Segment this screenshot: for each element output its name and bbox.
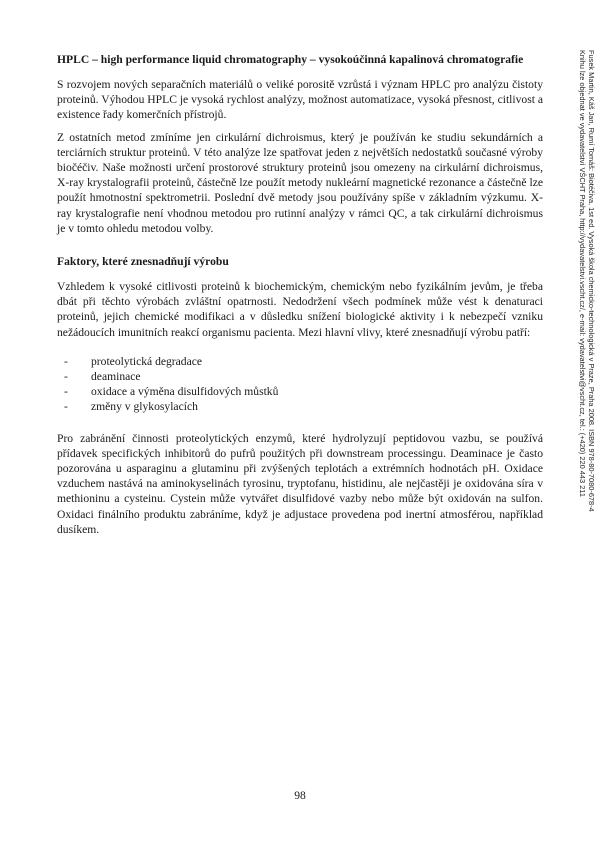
side-citation-note <box>578 50 596 590</box>
list-item-text: deaminace <box>91 370 141 384</box>
paragraph-closing: Pro zabránění činnosti proteolytických enzymů, které hydrolyzují peptidovou vazbu, se používá přídavek specifických inhibitorů do pufrů použitých při downstream processingu. Deaminace je často pozorována u asparaginu a glutaminu při zvýšených teplotách a extrémních hodnotách pH. Oxidace vzduchem nastává na aminokyselinách tyrosinu, tryptofanu, histidinu, ale nejčastěji je oxidována síra v methioninu a cysteinu. Cystein může vytvářet disulfidové vazby nebo může být oxidován na sulfon. Oxidaci finálního produktu zabráníme, když je adjustace provedena pod inertní atmosférou, například dusíkem. <box>57 431 543 536</box>
list-item <box>57 369 543 384</box>
list-marker: - <box>64 400 68 414</box>
list-item-text: proteolytická degradace <box>91 354 203 368</box>
list-marker: - <box>64 354 68 368</box>
section-heading-hplc: HPLC – high performance liquid chromatography – vysokoúčinná kapalinová chromatografie <box>57 53 524 66</box>
page-content <box>57 52 543 544</box>
paragraph-other-methods: Z ostatních metod zmíníme jen cirkulární dichroismus, který je používán ke studiu sekundárních a terciárních struktur proteinů. V této analýze lze spatřovat jeden z největších nedostatků současné výroby biočéčiv. Naše možnosti určení prostorové struktury proteinů jsou omezeny na cirkulární dichroismus, X-ray krystalografii proteinů, částečně lze použít metody nukleární magnetické rezonance a částečně lze použít hmotnostní spektrometrii. Poslední dvě metody jsou používány spíše v základním výzkumu. X-ray krystalografie není vhodnou metodou pro rutinní analýzy v rámci QC, a tak cirkulární dichroismus je v tomto ohledu metodou volby. <box>57 130 543 235</box>
list-item <box>57 384 543 399</box>
list-marker: - <box>64 385 68 399</box>
paragraph-factors-intro: Vzhledem k vysoké citlivosti proteinů k biochemickým, chemickým nebo fyzikálním jevům, je třeba dbát při těchto výrobách zvláštní opatrnosti. Nedodržení všech podmínek může vést k denaturaci proteinů, jejich chemické modifikaci a v důsledku snížení biologické aktivity i k nebezpečí vzniku nežádoucích imunitních reakcí organismu pacienta. Mezi hlavní vlivy, které znesnadňují výrobu patří: <box>57 280 543 339</box>
list-item <box>57 399 543 414</box>
list-item-text: oxidace a výměna disulfidových můstků <box>91 385 279 399</box>
list-item-text: změny v glykosylacích <box>91 400 198 414</box>
factors-list <box>57 354 543 415</box>
page-number: 98 <box>294 789 306 802</box>
section-heading-factors: Faktory, které znesnadňují výrobu <box>57 255 229 269</box>
list-marker: - <box>64 370 68 384</box>
list-item <box>57 354 543 369</box>
ordering-info-line: Knihu lze objednat ve vydavatelství VŠCHT Praha, http://vydavatelstvi.vscht.cz/, e-mail: vydavatelstvi@vscht.cz, tel.: (+420) 220 443 211 <box>578 50 587 497</box>
citation-line: Fusek Martin, Káš Jan, Rumí Tomáš: Biotéčiva. 1st ed. Vysoká škola chemicko-technologická v Praze, Praha 2008. ISBN 978-80-7080-678-4 <box>587 50 596 512</box>
paragraph-hplc-intro: S rozvojem nových separačních materiálů o veliké porositě vzrůstá i význam HPLC pro analýzu čistoty proteinů. Výhodou HPLC je vysoká rychlost analýzy, možnost automatizace, vysoká přesnost, citlivost a existence řady komerčních přístrojů. <box>57 78 543 122</box>
